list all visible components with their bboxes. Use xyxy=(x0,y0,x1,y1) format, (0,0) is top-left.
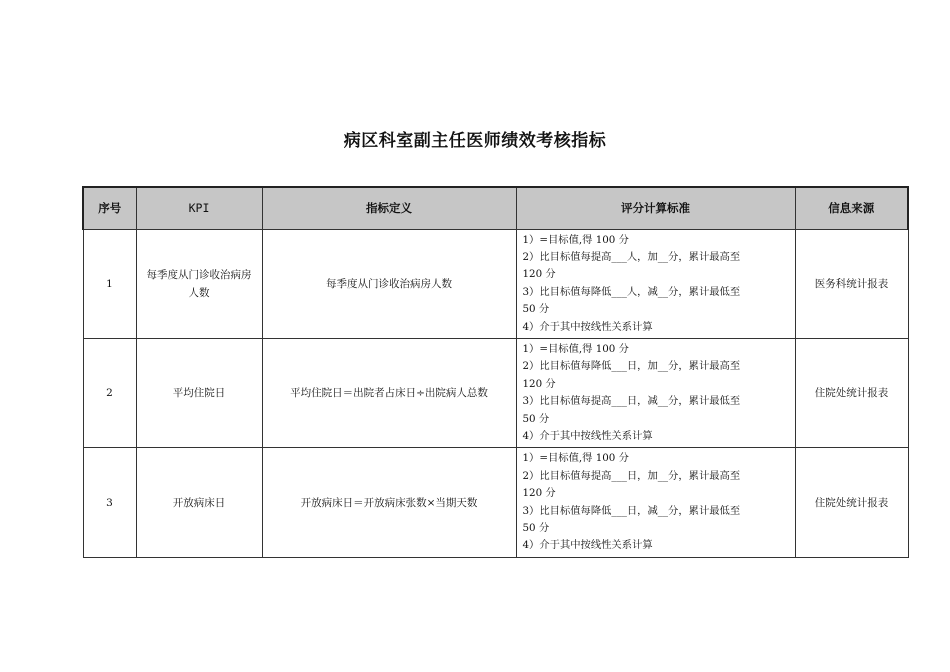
criteria-line: 50 分 xyxy=(522,303,550,316)
source-cell: 住院处统计报表 xyxy=(795,338,908,447)
criteria-line: 3）比目标值每降低___人，减__分，累计最低至 xyxy=(522,285,741,298)
kpi-name: 每季度从门诊收治病房人数 xyxy=(146,268,252,299)
header-criteria: 评分计算标准 xyxy=(516,187,795,229)
criteria-line: 4）介于其中按线性关系计算 xyxy=(522,539,653,552)
table-row xyxy=(83,229,908,338)
document-title: 病区科室副主任医师绩效考核指标 xyxy=(343,131,607,151)
definition-cell: 每季度从门诊收治病房人数 xyxy=(262,229,516,338)
definition-cell: 开放病床日＝开放病床张数×当期天数 xyxy=(262,448,516,557)
criteria-line: 4）介于其中按线性关系计算 xyxy=(522,320,653,333)
criteria-cell xyxy=(516,229,795,338)
criteria-line: 2）比目标值每提高___日，加__分，累计最高至 xyxy=(522,469,741,482)
kpi-name-cell xyxy=(136,338,262,447)
row-number: 1 xyxy=(83,229,136,338)
criteria-line: 1）=目标值,得 100 分 xyxy=(522,342,629,355)
criteria-line: 120 分 xyxy=(522,268,556,281)
criteria-line: 3）比目标值每降低___日，减__分，累计最低至 xyxy=(522,504,741,517)
criteria-line: 120 分 xyxy=(522,377,556,390)
source-cell: 医务科统计报表 xyxy=(795,229,908,338)
criteria-line: 3）比目标值每提高___日，减__分，累计最低至 xyxy=(522,395,741,408)
criteria-line: 50 分 xyxy=(522,522,550,534)
criteria-line: 50 分 xyxy=(522,412,550,425)
kpi-name: 开放病床日 xyxy=(172,496,226,509)
kpi-table xyxy=(82,186,909,558)
header-definition: 指标定义 xyxy=(262,187,516,229)
row-number: 3 xyxy=(83,448,136,557)
criteria-line: 1）=目标值,得 100 分 xyxy=(522,233,629,246)
kpi-name-cell xyxy=(136,448,262,557)
header-source: 信息来源 xyxy=(795,187,908,229)
criteria-line: 2）比目标值每降低___日，加__分，累计最高至 xyxy=(522,360,741,373)
criteria-line: 2）比目标值每提高___人，加__分，累计最高至 xyxy=(522,250,741,263)
table-row xyxy=(83,338,908,447)
criteria-cell xyxy=(516,448,795,557)
source-cell: 住院处统计报表 xyxy=(795,448,908,557)
kpi-name: 平均住院日 xyxy=(172,387,226,400)
table-header-row xyxy=(83,187,908,229)
definition-cell: 平均住院日＝出院者占床日÷出院病人总数 xyxy=(262,338,516,447)
criteria-line: 120 分 xyxy=(522,487,556,500)
criteria-line: 1）=目标值,得 100 分 xyxy=(522,452,629,465)
table-row xyxy=(83,448,908,557)
criteria-line: 4）介于其中按线性关系计算 xyxy=(522,429,653,442)
row-number: 2 xyxy=(83,338,136,447)
criteria-cell xyxy=(516,338,795,447)
header-kpi: KPI xyxy=(136,187,262,229)
header-index: 序号 xyxy=(83,187,136,229)
kpi-name-cell xyxy=(136,229,262,338)
